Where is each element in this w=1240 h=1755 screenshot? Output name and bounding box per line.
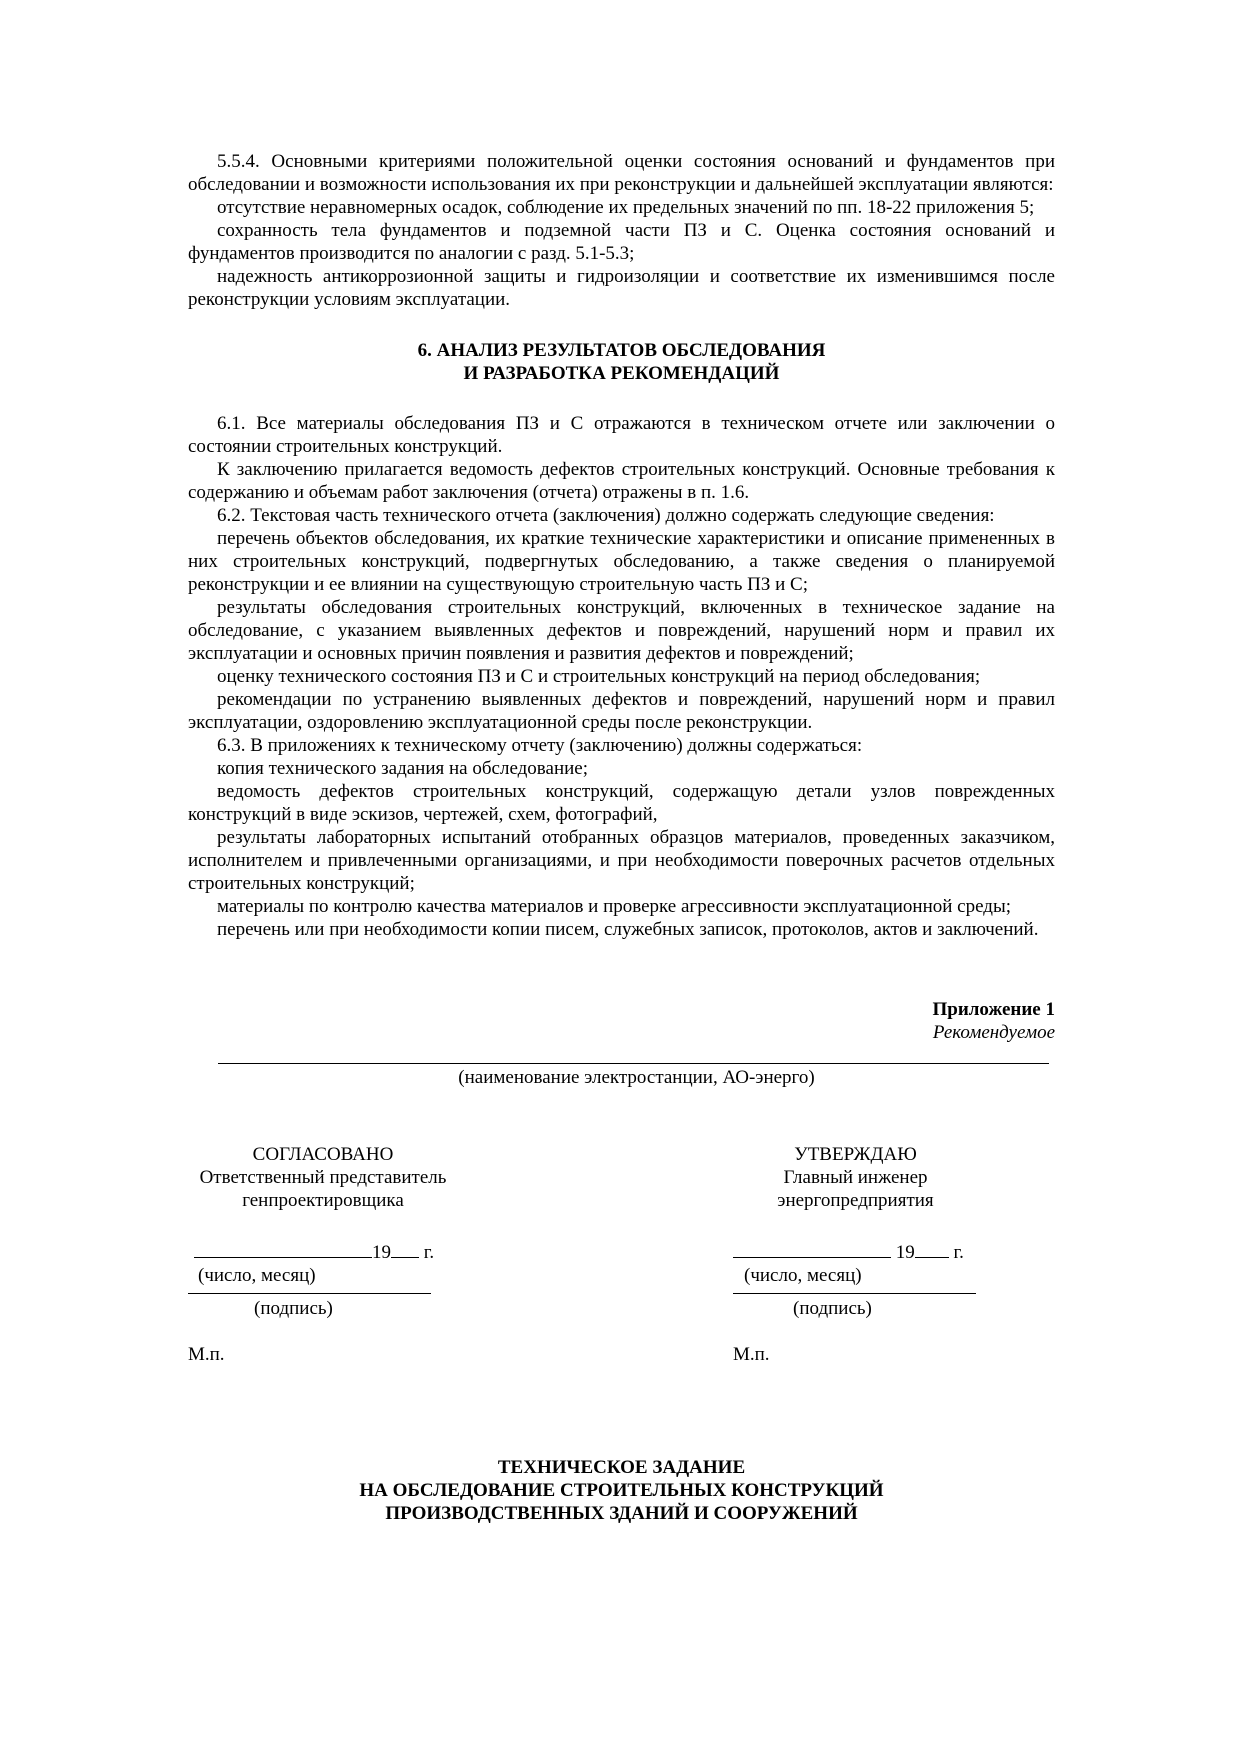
approval-right-signature-line: [733, 1293, 976, 1294]
section-6-body: [188, 412, 1055, 941]
organization-name-line: [218, 1049, 1049, 1064]
paragraph-criterion-3: надежность антикоррозионной защиты и гидроизоляции и соответствие их изменившимся после реконструкции условиям эксплуатации.: [188, 266, 1055, 310]
approval-left-date-caption: (число, месяц): [198, 1265, 316, 1286]
technical-task-title-line3: ПРОИЗВОДСТВЕННЫХ ЗДАНИЙ И СООРУЖЕНИЙ: [385, 1503, 858, 1524]
approval-right-year-prefix: 19: [895, 1242, 915, 1263]
paragraph-6-3-item-3: результаты лабораторных испытаний отобранных образцов материалов, проведенных заказчиком, исполнителем и привлеченными организациями, и при необходимости поверочных расчетов отдельных строительных конструкций;: [188, 827, 1055, 894]
approval-left-signature-caption: (подпись): [254, 1298, 333, 1319]
paragraph-6-2-item-2: результаты обследования строительных конструкций, включенных в техническое задание на обследование, с указанием выявленных дефектов и повреждений, нарушений норм и правил их эксплуатации и основных причин появления и развития дефектов и повреждений;: [188, 597, 1055, 664]
appendix-header: [188, 998, 1055, 1044]
paragraph-6-1-attachment: К заключению прилагается ведомость дефектов строительных конструкций. Основные требования к содержанию и объемам работ заключения (отчета) отражены в п. 1.6.: [188, 459, 1055, 503]
approval-right-signature-caption: (подпись): [793, 1298, 872, 1319]
paragraph-6-2-item-3: оценку технического состояния ПЗ и С и строительных конструкций на период обследования;: [217, 666, 981, 687]
paragraph-6-2: 6.2. Текстовая часть технического отчета (заключения) должно содержать следующие сведения:: [217, 505, 995, 526]
approval-left-year-prefix: 19: [372, 1242, 391, 1263]
approval-left-year-suffix: г.: [419, 1242, 435, 1263]
paragraph-6-2-item-1: перечень объектов обследования, их краткие технические характеристики и описание примененных в них строительных конструкций, подвергнутых обследованию, а также сведения о планируемой реконструкции и ее влиянии на существующую строительную часть ПЗ и С;: [188, 528, 1055, 595]
appendix-number: Приложение 1: [932, 999, 1055, 1020]
approval-right-year-suffix: г.: [948, 1242, 964, 1263]
approval-right-role-line2: энергопредприятия: [777, 1190, 934, 1211]
paragraph-6-2-item-4: рекомендации по устранению выявленных дефектов и повреждений, нарушений норм и правил эксплуатации, оздоровлению эксплуатационной среды после реконструкции.: [188, 689, 1055, 733]
approval-right-role-line1: Главный инженер: [783, 1167, 928, 1188]
approval-left-role-line1: Ответственный представитель: [199, 1167, 447, 1188]
paragraph-6-3-item-1: копия технического задания на обследование;: [217, 758, 588, 779]
section-6-heading-line2: И РАЗРАБОТКА РЕКОМЕНДАЦИЙ: [463, 363, 780, 384]
approval-right-date-line: [733, 1239, 964, 1264]
approval-left-year-blank: [391, 1239, 419, 1258]
approval-right-title: УТВЕРЖДАЮ: [794, 1144, 917, 1165]
paragraph-6-3-item-2: ведомость дефектов строительных конструкций, содержащую детали узлов поврежденных конструкций в виде эскизов, чертежей, схем, фотографий,: [188, 781, 1055, 825]
section-6-heading-line1: 6. АНАЛИЗ РЕЗУЛЬТАТОВ ОБСЛЕДОВАНИЯ: [417, 340, 826, 361]
technical-task-title-line1: ТЕХНИЧЕСКОЕ ЗАДАНИЕ: [497, 1457, 746, 1478]
paragraph-6-3: 6.3. В приложениях к техническому отчету (заключению) должны содержаться:: [217, 735, 863, 756]
approval-block: [188, 1143, 1055, 1378]
approval-left-signature-line: [188, 1293, 431, 1294]
approval-right-year-blank: [915, 1239, 949, 1258]
section-6-heading: [188, 339, 1055, 385]
approval-left-date-blank: [194, 1239, 372, 1258]
paragraph-6-1: 6.1. Все материалы обследования ПЗ и С отражаются в техническом отчете или заключении о состоянии строительных конструкций.: [188, 413, 1055, 457]
appendix-status: Рекомендуемое: [932, 1022, 1055, 1043]
approval-left-column: [188, 1143, 458, 1365]
approval-left-date-line: [194, 1239, 434, 1264]
paragraph-criterion-2: сохранность тела фундаментов и подземной части ПЗ и С. Оценка состояния оснований и фундаментов производится по аналогии с разд. 5.1-5.3;: [188, 220, 1055, 264]
approval-right-stamp: М.п.: [733, 1344, 770, 1365]
paragraph-criterion-1: отсутствие неравномерных осадок, соблюдение их предельных значений по пп. 18-22 приложения 5;: [217, 197, 1035, 218]
document-page: [188, 150, 1055, 1525]
approval-right-date-caption: (число, месяц): [744, 1265, 862, 1286]
approval-left-stamp: М.п.: [188, 1344, 225, 1365]
technical-task-title: [188, 1456, 1055, 1525]
approval-right-date-blank: [733, 1239, 891, 1258]
intro-section: [188, 150, 1055, 311]
approval-right-column: [733, 1143, 978, 1365]
technical-task-title-line2: НА ОБСЛЕДОВАНИЕ СТРОИТЕЛЬНЫХ КОНСТРУКЦИЙ: [359, 1480, 884, 1501]
organization-name-caption: (наименование электростанции, АО-энерго): [458, 1067, 815, 1088]
approval-left-title: СОГЛАСОВАНО: [252, 1144, 394, 1165]
paragraph-5-5-4: 5.5.4. Основными критериями положительной оценки состояния оснований и фундаментов при обследовании и возможности использования их при реконструкции и дальнейшей эксплуатации являются:: [188, 151, 1055, 195]
paragraph-6-3-item-5: перечень или при необходимости копии писем, служебных записок, протоколов, актов и заключений.: [217, 919, 1039, 940]
approval-left-role-line2: генпроектировщика: [242, 1190, 404, 1211]
paragraph-6-3-item-4: материалы по контролю качества материалов и проверке агрессивности эксплуатационной среды;: [217, 896, 1011, 917]
